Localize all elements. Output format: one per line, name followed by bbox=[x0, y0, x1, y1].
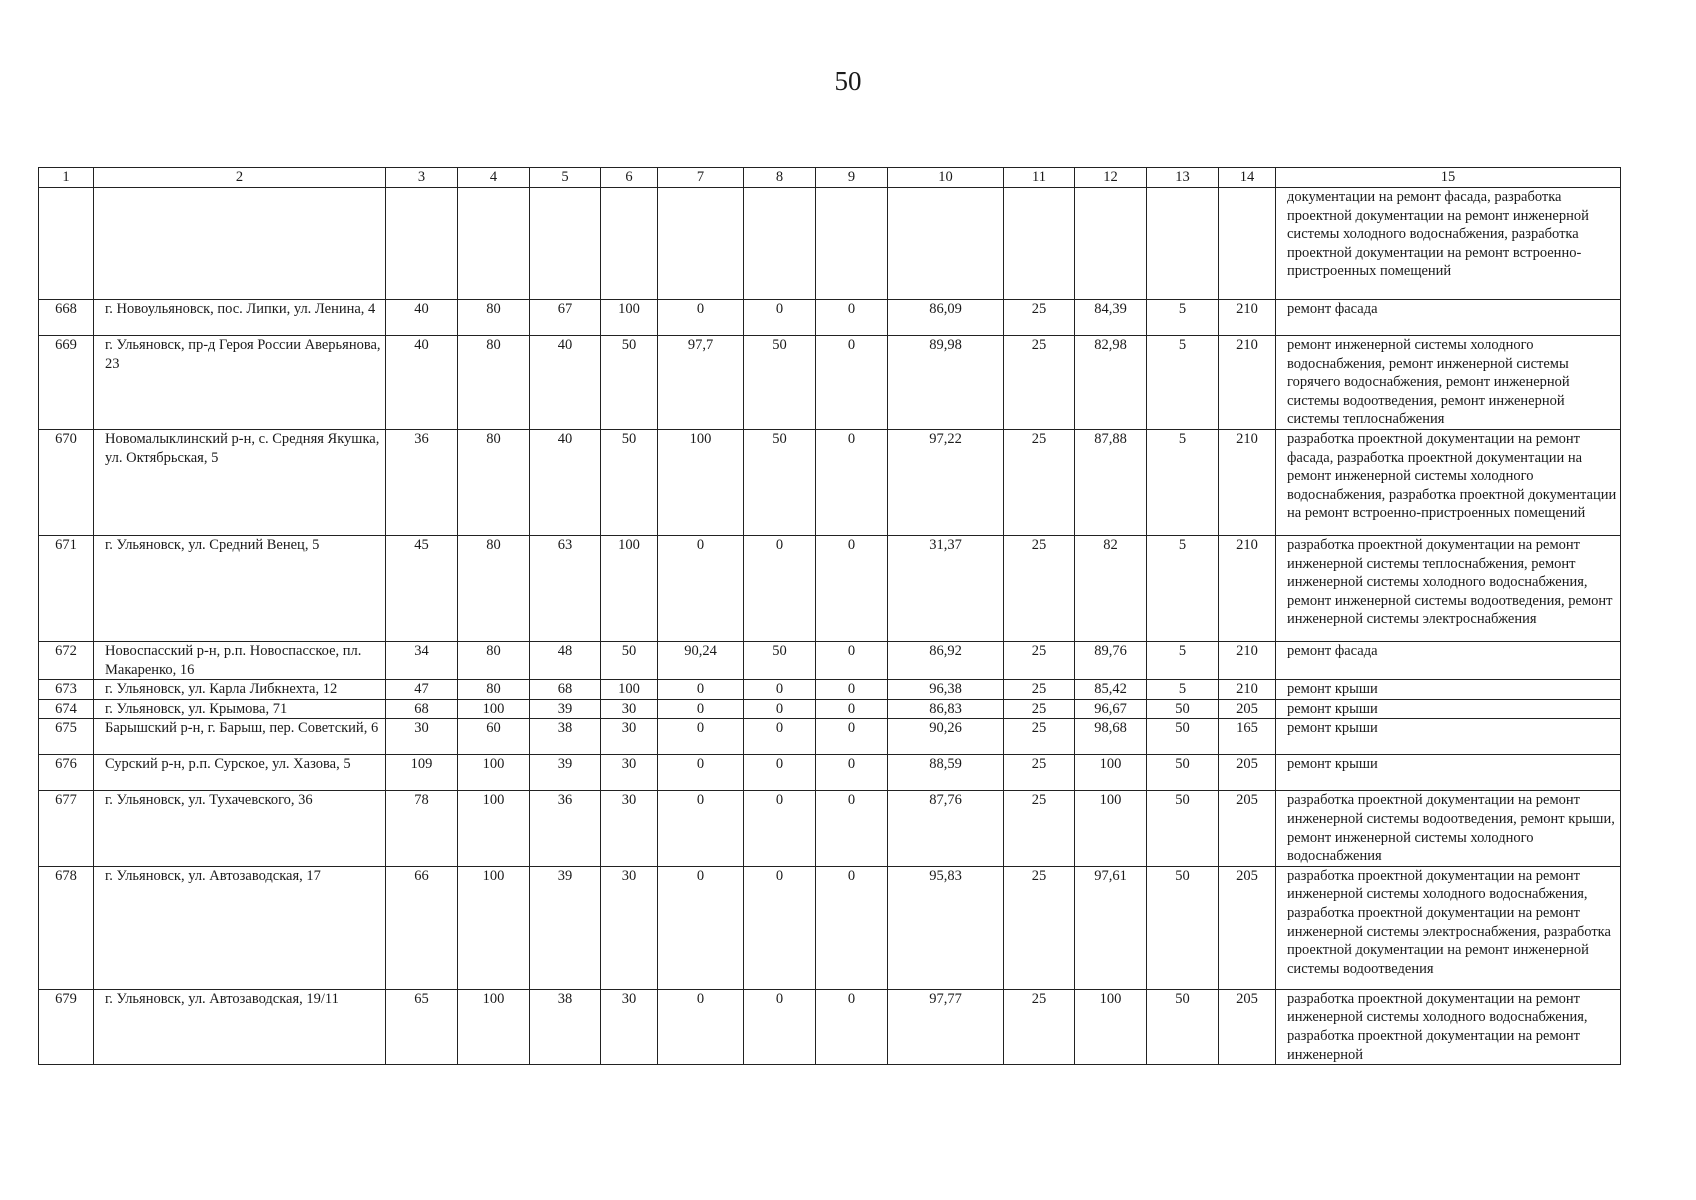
value-cell-9: 0 bbox=[816, 680, 888, 700]
value-cell-14: 210 bbox=[1219, 336, 1276, 430]
column-header-6: 6 bbox=[601, 168, 658, 188]
table-row bbox=[39, 755, 1621, 791]
address-cell: Новоспасский р-н, р.п. Новоспасское, пл. Макаренко, 16 bbox=[94, 641, 386, 679]
value-cell-9: 0 bbox=[816, 989, 888, 1064]
value-cell-7: 0 bbox=[658, 791, 744, 866]
table-row bbox=[39, 641, 1621, 679]
value-cell-14: 210 bbox=[1219, 641, 1276, 679]
row-number-cell: 678 bbox=[39, 866, 94, 989]
value-cell-3: 68 bbox=[386, 699, 458, 719]
value-cell-11: 25 bbox=[1004, 989, 1075, 1064]
value-cell-8: 0 bbox=[744, 719, 816, 755]
value-cell-11: 25 bbox=[1004, 866, 1075, 989]
value-cell-13: 50 bbox=[1147, 791, 1219, 866]
row-number-cell: 679 bbox=[39, 989, 94, 1064]
value-cell-8: 0 bbox=[744, 866, 816, 989]
continuation-row bbox=[39, 188, 1621, 300]
value-cell-5: 39 bbox=[530, 755, 601, 791]
value-cell-5: 38 bbox=[530, 719, 601, 755]
value-cell-4: 100 bbox=[458, 755, 530, 791]
value-cell-7: 0 bbox=[658, 719, 744, 755]
table-cell bbox=[1004, 188, 1075, 300]
value-cell-9: 0 bbox=[816, 535, 888, 641]
value-cell-9: 0 bbox=[816, 791, 888, 866]
value-cell-7: 0 bbox=[658, 989, 744, 1064]
row-number-cell: 668 bbox=[39, 300, 94, 336]
table-row bbox=[39, 989, 1621, 1064]
value-cell-11: 25 bbox=[1004, 680, 1075, 700]
value-cell-7: 0 bbox=[658, 866, 744, 989]
value-cell-14: 210 bbox=[1219, 300, 1276, 336]
table-cell bbox=[1147, 188, 1219, 300]
table-cell bbox=[816, 188, 888, 300]
value-cell-12: 96,67 bbox=[1075, 699, 1147, 719]
page-number: 50 bbox=[834, 66, 862, 96]
table-cell bbox=[1219, 188, 1276, 300]
value-cell-5: 36 bbox=[530, 791, 601, 866]
value-cell-14: 205 bbox=[1219, 866, 1276, 989]
work-description-cell: ремонт фасада bbox=[1276, 300, 1621, 336]
value-cell-7: 0 bbox=[658, 680, 744, 700]
column-header-4: 4 bbox=[458, 168, 530, 188]
value-cell-10: 96,38 bbox=[888, 680, 1004, 700]
column-header-12: 12 bbox=[1075, 168, 1147, 188]
address-cell: г. Ульяновск, ул. Карла Либкнехта, 12 bbox=[94, 680, 386, 700]
table-row bbox=[39, 680, 1621, 700]
work-description-cell: документации на ремонт фасада, разработка проектной документации на ремонт инженерной системы холодного водоснабжения, разработка проектной документации на ремонт встроенно-пристроенных помещений bbox=[1276, 188, 1621, 300]
value-cell-14: 205 bbox=[1219, 755, 1276, 791]
value-cell-14: 165 bbox=[1219, 719, 1276, 755]
value-cell-6: 50 bbox=[601, 641, 658, 679]
repair-program-table bbox=[38, 167, 1621, 1065]
value-cell-8: 0 bbox=[744, 989, 816, 1064]
value-cell-5: 40 bbox=[530, 429, 601, 535]
value-cell-14: 210 bbox=[1219, 680, 1276, 700]
column-header-15: 15 bbox=[1276, 168, 1621, 188]
address-cell: г. Ульяновск, ул. Тухачевского, 36 bbox=[94, 791, 386, 866]
table-cell bbox=[888, 188, 1004, 300]
address-cell: Барышский р-н, г. Барыш, пер. Советский, 6 bbox=[94, 719, 386, 755]
value-cell-13: 50 bbox=[1147, 719, 1219, 755]
value-cell-6: 100 bbox=[601, 680, 658, 700]
value-cell-8: 0 bbox=[744, 300, 816, 336]
table-cell bbox=[1075, 188, 1147, 300]
value-cell-9: 0 bbox=[816, 429, 888, 535]
work-description-cell: ремонт инженерной системы холодного водоснабжения, ремонт инженерной системы горячего водоснабжения, ремонт инженерной системы водоотведения, ремонт инженерной системы теплоснабжения bbox=[1276, 336, 1621, 430]
value-cell-10: 90,26 bbox=[888, 719, 1004, 755]
value-cell-8: 50 bbox=[744, 641, 816, 679]
value-cell-13: 5 bbox=[1147, 535, 1219, 641]
value-cell-14: 210 bbox=[1219, 429, 1276, 535]
value-cell-11: 25 bbox=[1004, 699, 1075, 719]
address-cell: г. Новоульяновск, пос. Липки, ул. Ленина, 4 bbox=[94, 300, 386, 336]
value-cell-12: 87,88 bbox=[1075, 429, 1147, 535]
value-cell-13: 50 bbox=[1147, 866, 1219, 989]
value-cell-5: 48 bbox=[530, 641, 601, 679]
value-cell-11: 25 bbox=[1004, 429, 1075, 535]
column-header-2: 2 bbox=[94, 168, 386, 188]
column-header-11: 11 bbox=[1004, 168, 1075, 188]
address-cell: г. Ульяновск, пр-д Героя России Аверьянова, 23 bbox=[94, 336, 386, 430]
value-cell-8: 0 bbox=[744, 755, 816, 791]
value-cell-12: 100 bbox=[1075, 791, 1147, 866]
value-cell-7: 0 bbox=[658, 699, 744, 719]
work-description-cell: ремонт крыши bbox=[1276, 719, 1621, 755]
value-cell-4: 60 bbox=[458, 719, 530, 755]
value-cell-6: 30 bbox=[601, 719, 658, 755]
address-cell: г. Ульяновск, ул. Крымова, 71 bbox=[94, 699, 386, 719]
value-cell-3: 78 bbox=[386, 791, 458, 866]
value-cell-6: 100 bbox=[601, 535, 658, 641]
table-row bbox=[39, 719, 1621, 755]
row-number-cell: 675 bbox=[39, 719, 94, 755]
row-number-cell: 676 bbox=[39, 755, 94, 791]
row-number-cell: 677 bbox=[39, 791, 94, 866]
value-cell-11: 25 bbox=[1004, 755, 1075, 791]
value-cell-4: 100 bbox=[458, 989, 530, 1064]
value-cell-12: 98,68 bbox=[1075, 719, 1147, 755]
column-header-8: 8 bbox=[744, 168, 816, 188]
value-cell-14: 205 bbox=[1219, 699, 1276, 719]
value-cell-6: 30 bbox=[601, 866, 658, 989]
address-cell: г. Ульяновск, ул. Автозаводская, 19/11 bbox=[94, 989, 386, 1064]
work-description-cell: разработка проектной документации на ремонт инженерной системы водоотведения, ремонт крыши, ремонт инженерной системы холодного водоснабжения bbox=[1276, 791, 1621, 866]
value-cell-4: 80 bbox=[458, 336, 530, 430]
value-cell-5: 39 bbox=[530, 699, 601, 719]
work-description-cell: разработка проектной документации на ремонт инженерной системы холодного водоснабжения, разработка проектной документации на ремонт инженерной bbox=[1276, 989, 1621, 1064]
column-header-9: 9 bbox=[816, 168, 888, 188]
table-row bbox=[39, 535, 1621, 641]
value-cell-14: 205 bbox=[1219, 791, 1276, 866]
work-description-cell: ремонт крыши bbox=[1276, 755, 1621, 791]
value-cell-12: 100 bbox=[1075, 989, 1147, 1064]
table-row bbox=[39, 300, 1621, 336]
table-row bbox=[39, 336, 1621, 430]
work-description-cell: ремонт фасада bbox=[1276, 641, 1621, 679]
value-cell-3: 47 bbox=[386, 680, 458, 700]
value-cell-8: 50 bbox=[744, 429, 816, 535]
table-cell bbox=[744, 188, 816, 300]
value-cell-3: 40 bbox=[386, 300, 458, 336]
value-cell-14: 210 bbox=[1219, 535, 1276, 641]
value-cell-13: 50 bbox=[1147, 755, 1219, 791]
table-cell bbox=[658, 188, 744, 300]
value-cell-9: 0 bbox=[816, 699, 888, 719]
value-cell-12: 84,39 bbox=[1075, 300, 1147, 336]
value-cell-4: 80 bbox=[458, 535, 530, 641]
address-cell: Новомалыклинский р-н, с. Средняя Якушка, ул. Октябрьская, 5 bbox=[94, 429, 386, 535]
value-cell-12: 97,61 bbox=[1075, 866, 1147, 989]
value-cell-5: 38 bbox=[530, 989, 601, 1064]
value-cell-4: 80 bbox=[458, 680, 530, 700]
value-cell-10: 95,83 bbox=[888, 866, 1004, 989]
value-cell-4: 80 bbox=[458, 641, 530, 679]
column-header-5: 5 bbox=[530, 168, 601, 188]
row-number-cell: 674 bbox=[39, 699, 94, 719]
value-cell-6: 30 bbox=[601, 699, 658, 719]
value-cell-6: 30 bbox=[601, 791, 658, 866]
value-cell-13: 5 bbox=[1147, 680, 1219, 700]
value-cell-5: 68 bbox=[530, 680, 601, 700]
value-cell-11: 25 bbox=[1004, 719, 1075, 755]
value-cell-13: 5 bbox=[1147, 641, 1219, 679]
value-cell-11: 25 bbox=[1004, 791, 1075, 866]
table-row bbox=[39, 699, 1621, 719]
value-cell-9: 0 bbox=[816, 866, 888, 989]
value-cell-11: 25 bbox=[1004, 641, 1075, 679]
column-number-row bbox=[39, 168, 1621, 188]
value-cell-9: 0 bbox=[816, 755, 888, 791]
value-cell-3: 40 bbox=[386, 336, 458, 430]
value-cell-9: 0 bbox=[816, 641, 888, 679]
value-cell-9: 0 bbox=[816, 336, 888, 430]
value-cell-4: 80 bbox=[458, 429, 530, 535]
value-cell-13: 5 bbox=[1147, 429, 1219, 535]
value-cell-3: 65 bbox=[386, 989, 458, 1064]
table-cell bbox=[94, 188, 386, 300]
column-header-13: 13 bbox=[1147, 168, 1219, 188]
table-cell bbox=[601, 188, 658, 300]
row-number-cell: 671 bbox=[39, 535, 94, 641]
value-cell-10: 88,59 bbox=[888, 755, 1004, 791]
value-cell-12: 85,42 bbox=[1075, 680, 1147, 700]
address-cell: г. Ульяновск, ул. Автозаводская, 17 bbox=[94, 866, 386, 989]
value-cell-3: 66 bbox=[386, 866, 458, 989]
value-cell-11: 25 bbox=[1004, 336, 1075, 430]
value-cell-5: 63 bbox=[530, 535, 601, 641]
value-cell-12: 82 bbox=[1075, 535, 1147, 641]
value-cell-11: 25 bbox=[1004, 300, 1075, 336]
value-cell-8: 0 bbox=[744, 699, 816, 719]
value-cell-8: 0 bbox=[744, 680, 816, 700]
value-cell-7: 0 bbox=[658, 535, 744, 641]
value-cell-8: 0 bbox=[744, 791, 816, 866]
value-cell-9: 0 bbox=[816, 300, 888, 336]
table-cell bbox=[458, 188, 530, 300]
value-cell-6: 30 bbox=[601, 755, 658, 791]
work-description-cell: ремонт крыши bbox=[1276, 680, 1621, 700]
value-cell-9: 0 bbox=[816, 719, 888, 755]
value-cell-7: 90,24 bbox=[658, 641, 744, 679]
value-cell-7: 0 bbox=[658, 300, 744, 336]
value-cell-5: 40 bbox=[530, 336, 601, 430]
value-cell-8: 50 bbox=[744, 336, 816, 430]
value-cell-4: 100 bbox=[458, 866, 530, 989]
value-cell-7: 0 bbox=[658, 755, 744, 791]
value-cell-10: 86,09 bbox=[888, 300, 1004, 336]
value-cell-5: 39 bbox=[530, 866, 601, 989]
value-cell-13: 5 bbox=[1147, 336, 1219, 430]
table-row bbox=[39, 866, 1621, 989]
value-cell-7: 97,7 bbox=[658, 336, 744, 430]
value-cell-4: 100 bbox=[458, 791, 530, 866]
value-cell-7: 100 bbox=[658, 429, 744, 535]
column-header-3: 3 bbox=[386, 168, 458, 188]
value-cell-12: 100 bbox=[1075, 755, 1147, 791]
value-cell-10: 31,37 bbox=[888, 535, 1004, 641]
table-row bbox=[39, 429, 1621, 535]
value-cell-4: 100 bbox=[458, 699, 530, 719]
row-number-cell: 673 bbox=[39, 680, 94, 700]
address-cell: г. Ульяновск, ул. Средний Венец, 5 bbox=[94, 535, 386, 641]
table-cell bbox=[386, 188, 458, 300]
value-cell-11: 25 bbox=[1004, 535, 1075, 641]
value-cell-13: 50 bbox=[1147, 699, 1219, 719]
column-header-7: 7 bbox=[658, 168, 744, 188]
value-cell-10: 89,98 bbox=[888, 336, 1004, 430]
value-cell-5: 67 bbox=[530, 300, 601, 336]
value-cell-12: 89,76 bbox=[1075, 641, 1147, 679]
value-cell-10: 97,22 bbox=[888, 429, 1004, 535]
value-cell-6: 50 bbox=[601, 429, 658, 535]
value-cell-6: 30 bbox=[601, 989, 658, 1064]
column-header-10: 10 bbox=[888, 168, 1004, 188]
value-cell-12: 82,98 bbox=[1075, 336, 1147, 430]
column-header-1: 1 bbox=[39, 168, 94, 188]
value-cell-6: 50 bbox=[601, 336, 658, 430]
value-cell-13: 5 bbox=[1147, 300, 1219, 336]
value-cell-6: 100 bbox=[601, 300, 658, 336]
value-cell-10: 97,77 bbox=[888, 989, 1004, 1064]
address-cell: Сурский р-н, р.п. Сурское, ул. Хазова, 5 bbox=[94, 755, 386, 791]
row-number-cell: 672 bbox=[39, 641, 94, 679]
value-cell-10: 86,83 bbox=[888, 699, 1004, 719]
value-cell-13: 50 bbox=[1147, 989, 1219, 1064]
table-cell bbox=[39, 188, 94, 300]
document-table-container bbox=[38, 167, 1620, 1065]
value-cell-3: 45 bbox=[386, 535, 458, 641]
work-description-cell: разработка проектной документации на ремонт инженерной системы теплоснабжения, ремонт инженерной системы холодного водоснабжения, ремонт инженерной системы водоотведения, ремонт инженерной системы электроснабжения bbox=[1276, 535, 1621, 641]
table-row bbox=[39, 791, 1621, 866]
value-cell-10: 87,76 bbox=[888, 791, 1004, 866]
value-cell-8: 0 bbox=[744, 535, 816, 641]
value-cell-3: 30 bbox=[386, 719, 458, 755]
value-cell-3: 109 bbox=[386, 755, 458, 791]
row-number-cell: 669 bbox=[39, 336, 94, 430]
work-description-cell: ремонт крыши bbox=[1276, 699, 1621, 719]
work-description-cell: разработка проектной документации на ремонт фасада, разработка проектной документации на ремонт инженерной системы холодного водоснабжения, разработка проектной документации на ремонт встроенно-пристроенных помещений bbox=[1276, 429, 1621, 535]
work-description-cell: разработка проектной документации на ремонт инженерной системы холодного водоснабжения, разработка проектной документации на ремонт инженерной системы электроснабжения, разработка проектной документации на ремонт инженерной системы водоотведения bbox=[1276, 866, 1621, 989]
value-cell-3: 36 bbox=[386, 429, 458, 535]
value-cell-10: 86,92 bbox=[888, 641, 1004, 679]
row-number-cell: 670 bbox=[39, 429, 94, 535]
value-cell-3: 34 bbox=[386, 641, 458, 679]
table-cell bbox=[530, 188, 601, 300]
value-cell-4: 80 bbox=[458, 300, 530, 336]
column-header-14: 14 bbox=[1219, 168, 1276, 188]
value-cell-14: 205 bbox=[1219, 989, 1276, 1064]
